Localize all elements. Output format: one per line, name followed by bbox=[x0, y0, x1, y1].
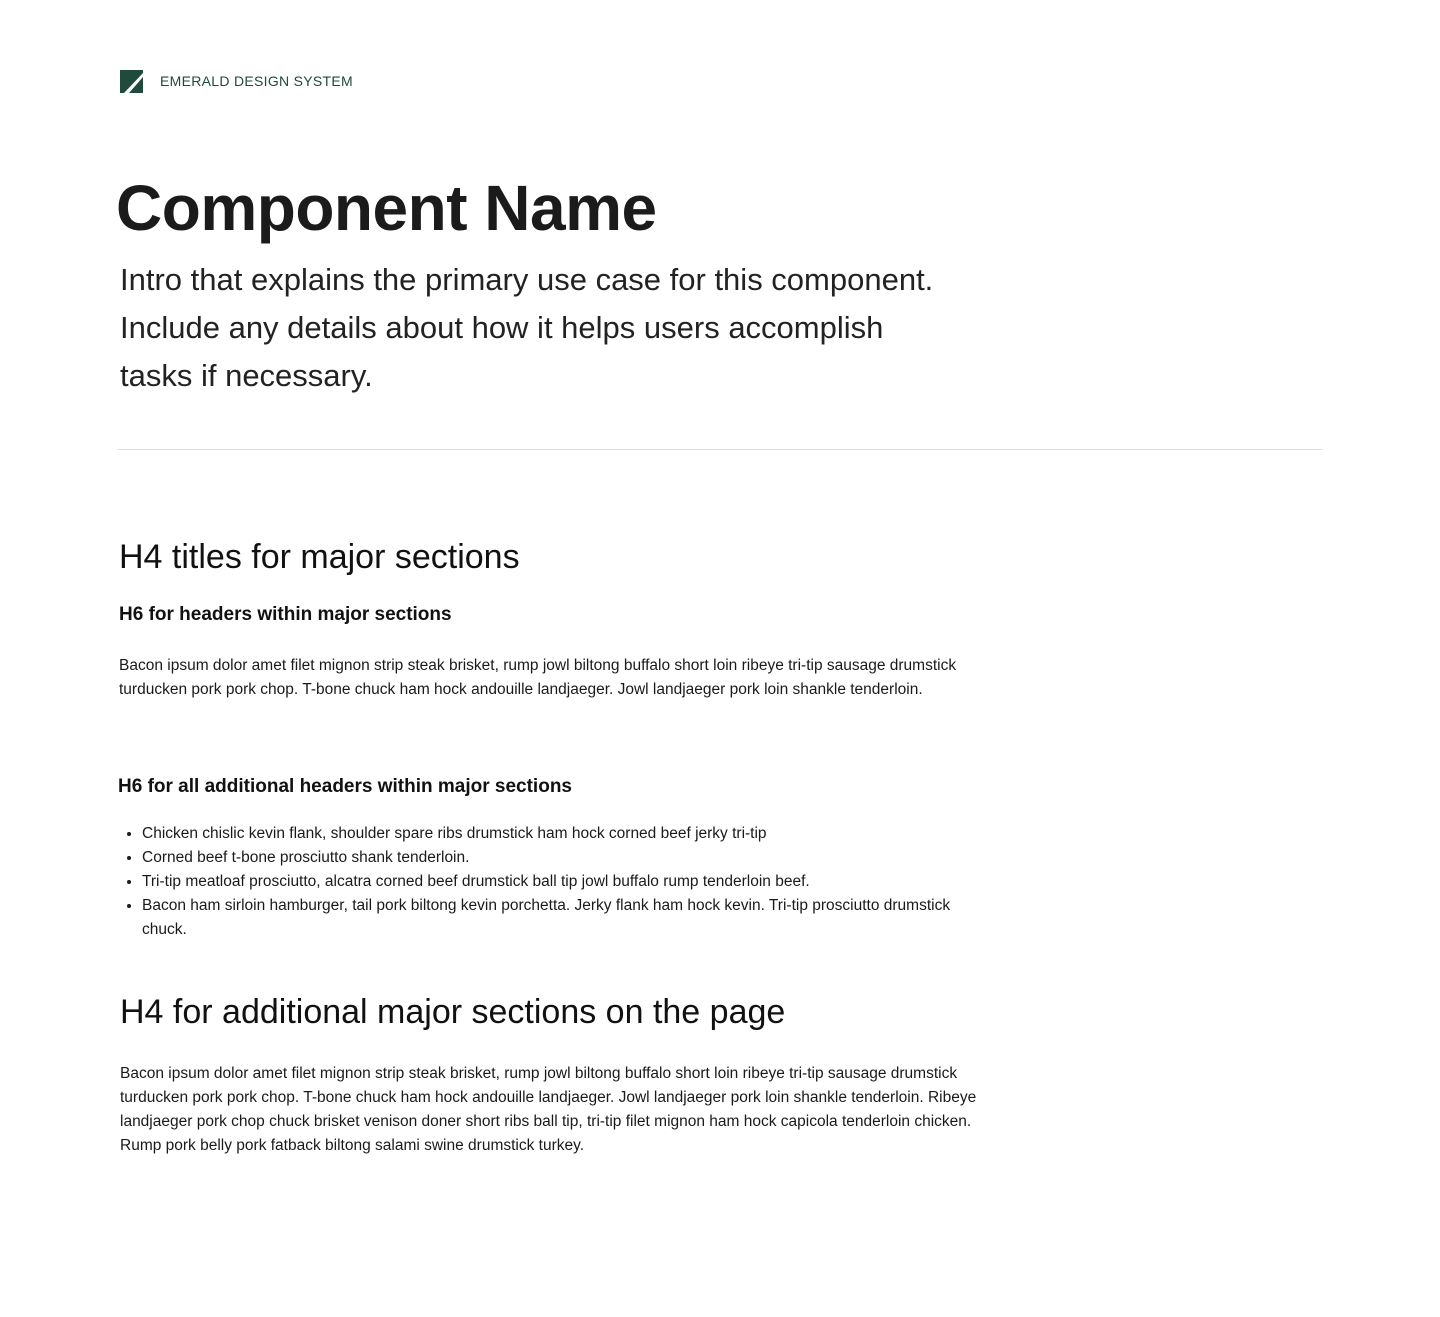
list-item: • Bacon ham sirloin hamburger, tail pork biltong kevin porchetta. Jerky flank ham hock kevin. Tri-tip prosciutto drumstick chuck. bbox=[142, 894, 982, 942]
section-body: Bacon ipsum dolor amet filet mignon strip steak brisket, rump jowl biltong buffalo short loin ribeye tri-tip sausage drumstick turducken pork pork chop. T-bone chuck ham hock andouille landjaeger. Jowl landjaeger pork loin shankle tenderloin. bbox=[119, 657, 957, 698]
list-item: • Corned beef t-bone prosciutto shank tenderloin. bbox=[142, 846, 982, 870]
list-item: • Tri-tip meatloaf prosciutto, alcatra corned beef drumstick ball tip jowl buffalo rump tenderloin beef. bbox=[142, 870, 982, 894]
emerald-logo-icon bbox=[120, 70, 143, 93]
page-title: Component Name bbox=[116, 172, 657, 244]
section-title-additional: H4 for additional major sections on the page bbox=[120, 993, 786, 1031]
brand-name: EMERALD DESIGN SYSTEM bbox=[160, 73, 354, 89]
brand-header[interactable] bbox=[120, 69, 353, 93]
bullet-list bbox=[119, 822, 982, 942]
section-divider bbox=[118, 449, 1322, 450]
list-item: • Chicken chislic kevin flank, shoulder spare ribs drumstick ham hock corned beef jerky tri-tip bbox=[142, 822, 982, 846]
page-intro: Intro that explains the primary use case for this component. Include any details about how it helps users accomplish tasks if necessary. bbox=[120, 262, 934, 393]
section-title: H4 titles for major sections bbox=[119, 538, 520, 576]
section-subheader: H6 for headers within major sections bbox=[119, 604, 452, 625]
section-body-additional: Bacon ipsum dolor amet filet mignon strip steak brisket, rump jowl biltong buffalo short loin ribeye tri-tip sausage drumstick turducken pork pork chop. T-bone chuck ham hock andouille landjaeger. Jowl landjaeger pork loin shankle tenderloin. Ribeye landjaeger pork chop chuck brisket venison doner short ribs ball tip, tri-tip filet mignon ham hock capicola tenderloin chicken. Rump pork belly pork fatback biltong salami swine drumstick turkey. bbox=[120, 1065, 977, 1154]
section-additional-subheader: H6 for all additional headers within major sections bbox=[118, 776, 572, 797]
